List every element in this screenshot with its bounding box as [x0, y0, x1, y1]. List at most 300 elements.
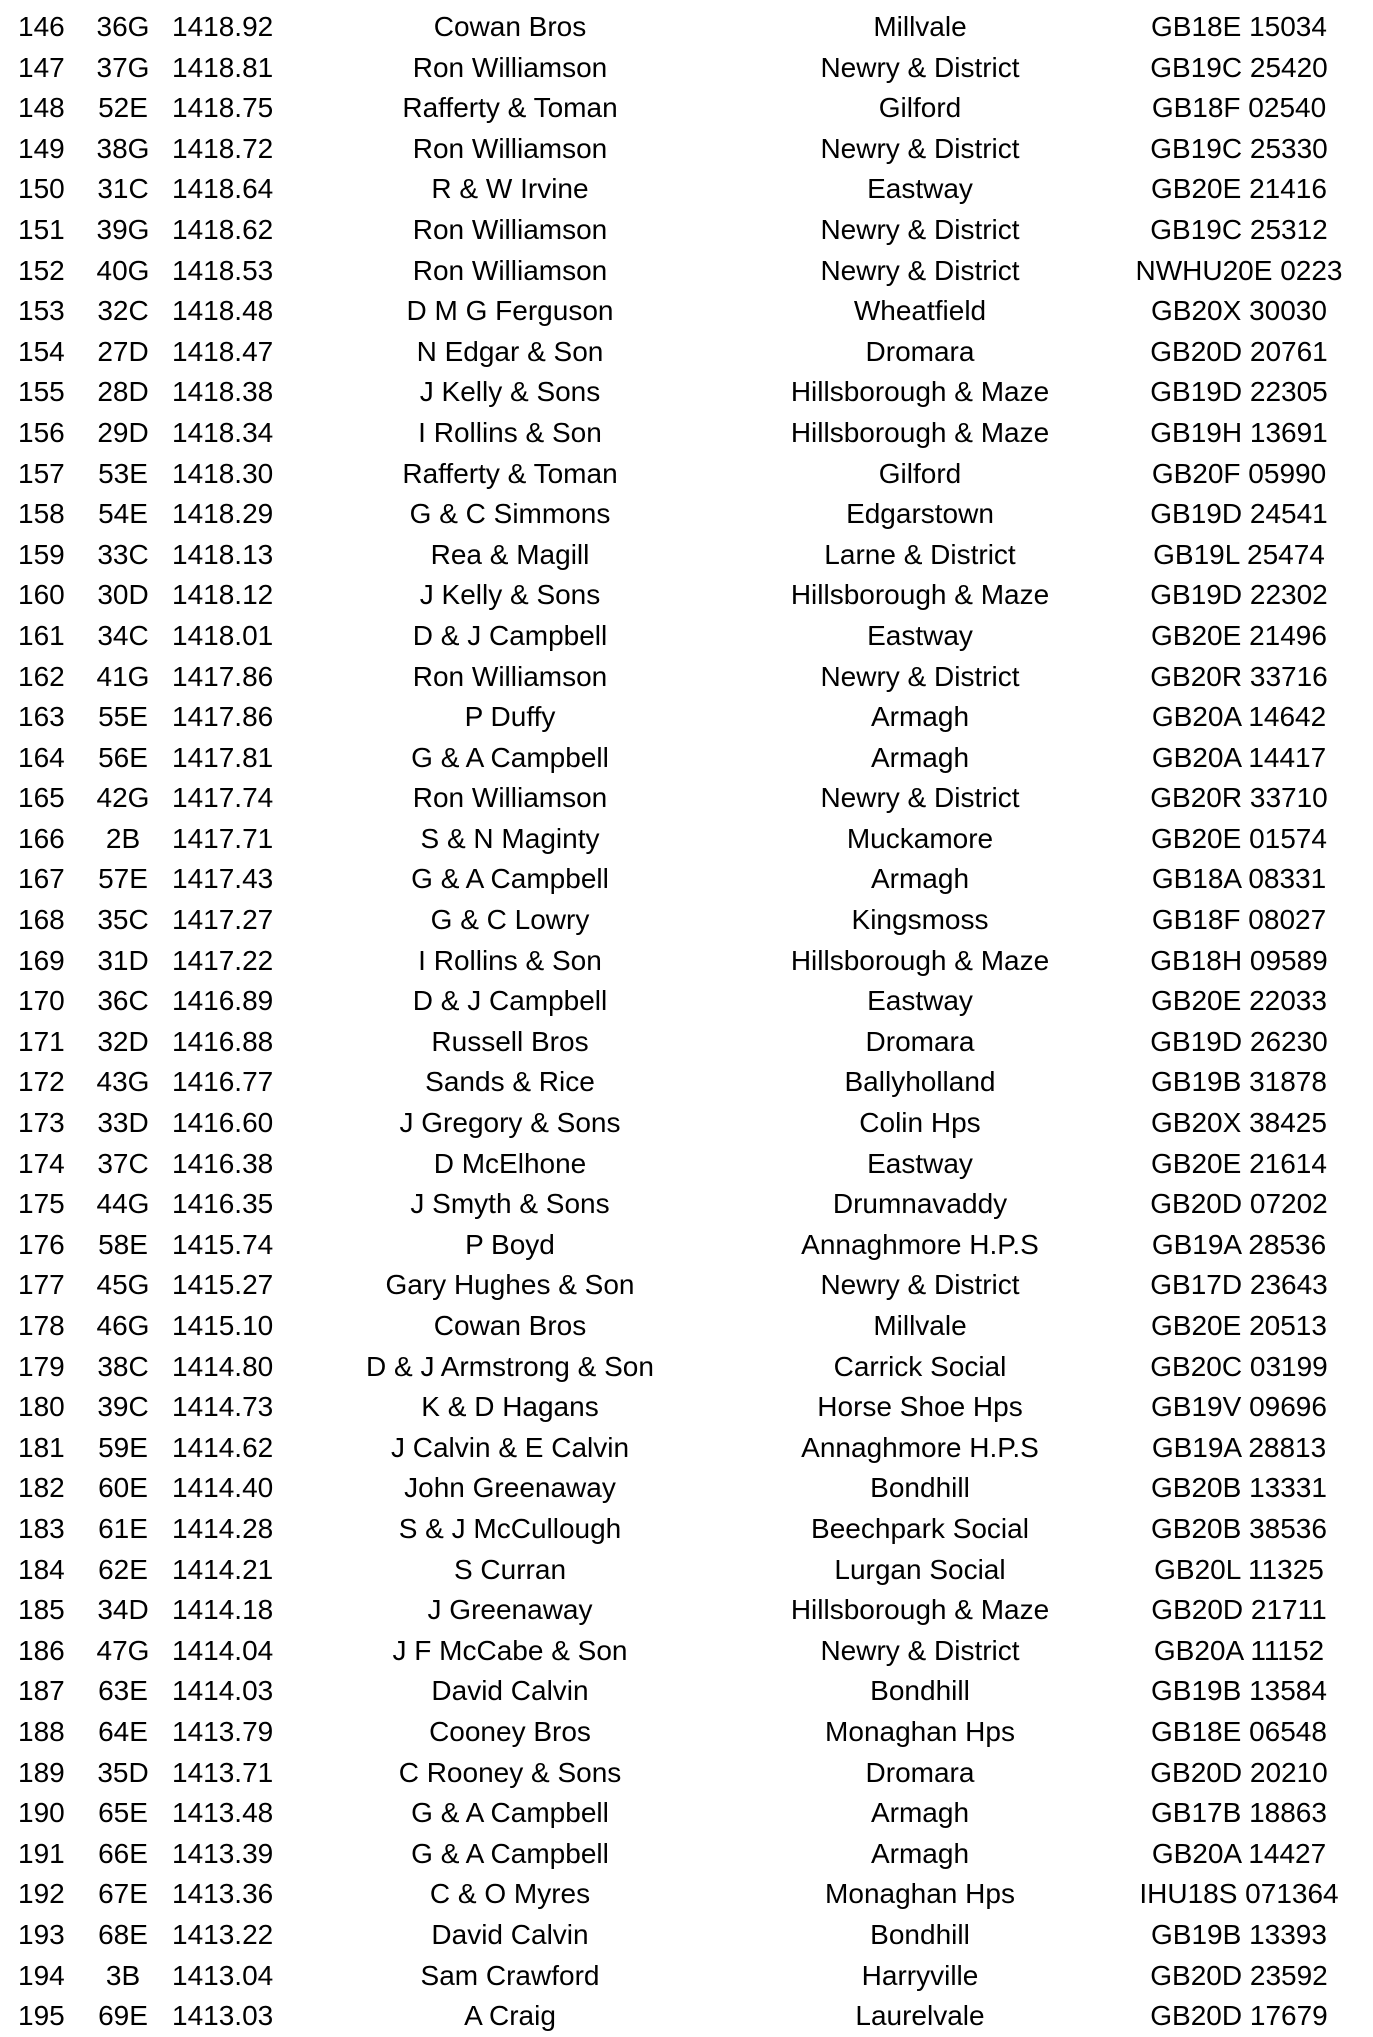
position-cell: 183 — [18, 1512, 65, 1544]
pen-cell: 55E — [98, 701, 148, 733]
fancier-name-cell: J Gregory & Sons — [399, 1107, 621, 1139]
ring-number-cell: GB20A 11152 — [1153, 1634, 1325, 1666]
pen-cell: 57E — [98, 863, 148, 895]
pen-cell: 59E — [98, 1431, 148, 1463]
velocity-cell: 1418.47 — [172, 335, 274, 367]
fancier-name-cell: S Curran — [453, 1553, 567, 1585]
table-row — [0, 1753, 1373, 1794]
fancier-name-cell: D M G Ferguson — [406, 295, 614, 327]
velocity-cell: 1414.03 — [172, 1675, 274, 1707]
table-row — [0, 941, 1373, 982]
table-row — [0, 697, 1373, 738]
fancier-name-cell: I Rollins & Son — [418, 944, 602, 976]
velocity-cell: 1415.74 — [172, 1228, 274, 1260]
club-cell: Dromara — [865, 1025, 975, 1057]
ring-number-cell: GB19B 13393 — [1151, 1918, 1327, 1950]
club-cell: Armagh — [870, 701, 970, 733]
table-row — [0, 88, 1373, 129]
table-row — [0, 1631, 1373, 1672]
table-row — [0, 1793, 1373, 1834]
ring-number-cell: GB20R 33716 — [1150, 660, 1328, 692]
pen-cell: 58E — [98, 1228, 148, 1260]
position-cell: 155 — [18, 376, 65, 408]
pen-cell: 63E — [98, 1675, 148, 1707]
pen-cell: 31D — [97, 944, 149, 976]
position-cell: 165 — [18, 782, 65, 814]
club-cell: Wheatfield — [853, 295, 987, 327]
position-cell: 163 — [18, 701, 65, 733]
position-cell: 173 — [18, 1107, 65, 1139]
fancier-name-cell: D & J Armstrong & Son — [366, 1350, 654, 1382]
fancier-name-cell: S & N Maginty — [420, 822, 600, 854]
pen-cell: 61E — [98, 1512, 148, 1544]
table-row — [0, 981, 1373, 1022]
ring-number-cell: GB20E 21416 — [1151, 173, 1327, 205]
table-row — [0, 1387, 1373, 1428]
club-cell: Armagh — [870, 863, 970, 895]
club-cell: Newry & District — [820, 782, 1020, 814]
ring-number-cell: GB20X 38425 — [1151, 1107, 1327, 1139]
fancier-name-cell: D McElhone — [433, 1147, 587, 1179]
pen-cell: 37C — [97, 1147, 149, 1179]
fancier-name-cell: C & O Myres — [429, 1878, 591, 1910]
pen-cell: 38G — [96, 132, 150, 164]
ring-number-cell: GB18F 02540 — [1151, 92, 1327, 124]
position-cell: 152 — [18, 254, 65, 286]
table-row — [0, 859, 1373, 900]
fancier-name-cell: David Calvin — [431, 1918, 589, 1950]
position-cell: 168 — [18, 904, 65, 936]
ring-number-cell: GB19H 13691 — [1150, 416, 1328, 448]
velocity-cell: 1418.01 — [172, 619, 274, 651]
fancier-name-cell: I Rollins & Son — [418, 416, 602, 448]
fancier-name-cell: David Calvin — [431, 1675, 589, 1707]
position-cell: 151 — [18, 213, 65, 245]
position-cell: 192 — [18, 1878, 65, 1910]
ring-number-cell: GB19D 22305 — [1150, 376, 1328, 408]
fancier-name-cell: J Kelly & Sons — [419, 376, 601, 408]
position-cell: 177 — [18, 1269, 65, 1301]
velocity-cell: 1414.80 — [172, 1350, 274, 1382]
velocity-cell: 1413.79 — [172, 1715, 274, 1747]
table-row — [0, 1225, 1373, 1266]
position-cell: 160 — [18, 579, 65, 611]
position-cell: 170 — [18, 985, 65, 1017]
fancier-name-cell: J Greenaway — [427, 1594, 593, 1626]
fancier-name-cell: D & J Campbell — [412, 619, 608, 651]
ring-number-cell: GB18A 08331 — [1151, 863, 1327, 895]
velocity-cell: 1416.38 — [172, 1147, 274, 1179]
ring-number-cell: GB20B 13331 — [1151, 1472, 1327, 1504]
ring-number-cell: GB20E 21614 — [1151, 1147, 1327, 1179]
pen-cell: 40G — [96, 254, 150, 286]
velocity-cell: 1417.27 — [172, 904, 274, 936]
pen-cell: 32D — [97, 1025, 149, 1057]
velocity-cell: 1414.21 — [172, 1553, 274, 1585]
table-row — [0, 413, 1373, 454]
position-cell: 182 — [18, 1472, 65, 1504]
velocity-cell: 1418.30 — [172, 457, 274, 489]
position-cell: 191 — [18, 1837, 65, 1869]
position-cell: 193 — [18, 1918, 65, 1950]
position-cell: 146 — [18, 11, 65, 42]
ring-number-cell: GB19B 13584 — [1151, 1675, 1327, 1707]
position-cell: 194 — [18, 1959, 65, 1991]
club-cell: Monaghan Hps — [825, 1715, 1015, 1747]
ring-number-cell: GB20A 14427 — [1151, 1837, 1327, 1869]
club-cell: Ballyholland — [844, 1066, 996, 1098]
table-row — [0, 1996, 1373, 2037]
velocity-cell: 1418.92 — [172, 11, 274, 42]
velocity-cell: 1417.71 — [172, 822, 274, 854]
pen-cell: 2B — [105, 822, 141, 854]
position-cell: 153 — [18, 295, 65, 327]
velocity-cell: 1414.28 — [172, 1512, 274, 1544]
velocity-cell: 1414.73 — [172, 1391, 274, 1423]
club-cell: Newry & District — [820, 254, 1020, 286]
table-row — [0, 1874, 1373, 1915]
velocity-cell: 1417.86 — [172, 660, 274, 692]
pen-cell: 69E — [98, 2000, 148, 2032]
table-row — [0, 1428, 1373, 1469]
ring-number-cell: GB20A 14417 — [1151, 741, 1327, 773]
position-cell: 189 — [18, 1756, 65, 1788]
fancier-name-cell: G & C Lowry — [430, 904, 590, 936]
position-cell: 184 — [18, 1553, 65, 1585]
club-cell: Newry & District — [820, 213, 1020, 245]
club-cell: Hillsborough & Maze — [790, 944, 1050, 976]
position-cell: 171 — [18, 1025, 65, 1057]
club-cell: Harryville — [861, 1959, 979, 1991]
position-cell: 158 — [18, 498, 65, 530]
pen-cell: 47G — [96, 1634, 150, 1666]
pen-cell: 29D — [97, 416, 149, 448]
club-cell: Colin Hps — [859, 1107, 981, 1139]
table-row — [0, 657, 1373, 698]
club-cell: Annaghmore H.P.S — [801, 1431, 1039, 1463]
club-cell: Millvale — [873, 1310, 967, 1341]
pen-cell: 34D — [97, 1594, 149, 1626]
table-row — [0, 575, 1373, 616]
ring-number-cell: GB20F 05990 — [1151, 457, 1327, 489]
velocity-cell: 1418.81 — [172, 51, 274, 83]
fancier-name-cell: G & A Campbell — [411, 1837, 609, 1869]
fancier-name-cell: J Smyth & Sons — [410, 1188, 610, 1220]
pen-cell: 66E — [98, 1837, 148, 1869]
position-cell: 156 — [18, 416, 65, 448]
velocity-cell: 1416.60 — [172, 1107, 274, 1139]
velocity-cell: 1417.74 — [172, 782, 274, 814]
club-cell: Newry & District — [820, 132, 1020, 164]
club-cell: Laurelvale — [855, 2000, 985, 2032]
pen-cell: 28D — [97, 376, 149, 408]
velocity-cell: 1414.04 — [172, 1634, 274, 1666]
club-cell: Hillsborough & Maze — [790, 579, 1050, 611]
ring-number-cell: GB20D 17679 — [1150, 2000, 1328, 2032]
fancier-name-cell: Cooney Bros — [429, 1715, 591, 1747]
ring-number-cell: GB20C 03199 — [1150, 1350, 1328, 1382]
velocity-cell: 1418.64 — [172, 173, 274, 205]
fancier-name-cell: J Kelly & Sons — [419, 579, 601, 611]
club-cell: Millvale — [873, 11, 967, 42]
table-row — [0, 1184, 1373, 1225]
club-cell: Edgarstown — [846, 498, 994, 530]
ring-number-cell: GB19A 28813 — [1151, 1431, 1327, 1463]
fancier-name-cell: Sam Crawford — [420, 1959, 600, 1991]
club-cell: Drumnavaddy — [832, 1188, 1008, 1220]
table-row — [0, 1468, 1373, 1509]
club-cell: Hillsborough & Maze — [790, 376, 1050, 408]
table-row — [0, 291, 1373, 332]
pen-cell: 36C — [97, 985, 149, 1017]
pen-cell: 65E — [98, 1797, 148, 1829]
table-row — [0, 210, 1373, 251]
pen-cell: 56E — [98, 741, 148, 773]
fancier-name-cell: C Rooney & Sons — [398, 1756, 622, 1788]
ring-number-cell: GB19B 31878 — [1151, 1066, 1327, 1098]
position-cell: 169 — [18, 944, 65, 976]
velocity-cell: 1414.40 — [172, 1472, 274, 1504]
pen-cell: 42G — [96, 782, 150, 814]
table-row — [0, 1590, 1373, 1631]
pen-cell: 30D — [97, 579, 149, 611]
position-cell: 172 — [18, 1066, 65, 1098]
ring-number-cell: GB20E 20513 — [1151, 1310, 1327, 1341]
pen-cell: 45G — [96, 1269, 150, 1301]
position-cell: 178 — [18, 1310, 65, 1341]
ring-number-cell: GB19V 09696 — [1151, 1391, 1327, 1423]
club-cell: Beechpark Social — [811, 1512, 1029, 1544]
ring-number-cell: GB19D 26230 — [1150, 1025, 1328, 1057]
table-row — [0, 1509, 1373, 1550]
velocity-cell: 1413.04 — [172, 1959, 274, 1991]
table-row — [0, 1915, 1373, 1956]
table-row — [0, 169, 1373, 210]
fancier-name-cell: Ron Williamson — [412, 51, 608, 83]
ring-number-cell: GB20D 07202 — [1150, 1188, 1328, 1220]
velocity-cell: 1418.72 — [172, 132, 274, 164]
fancier-name-cell: A Craig — [464, 2000, 556, 2032]
ring-number-cell: GB17D 23643 — [1150, 1269, 1328, 1301]
pen-cell: 62E — [98, 1553, 148, 1585]
fancier-name-cell: Rea & Magill — [430, 538, 590, 570]
table-row — [0, 616, 1373, 657]
position-cell: 185 — [18, 1594, 65, 1626]
club-cell: Kingsmoss — [851, 904, 989, 936]
position-cell: 181 — [18, 1431, 65, 1463]
club-cell: Hillsborough & Maze — [790, 1594, 1050, 1626]
ring-number-cell: GB20D 20761 — [1150, 335, 1328, 367]
position-cell: 175 — [18, 1188, 65, 1220]
fancier-name-cell: Cowan Bros — [433, 11, 587, 42]
velocity-cell: 1416.88 — [172, 1025, 274, 1057]
pen-cell: 3B — [105, 1959, 141, 1991]
pen-cell: 41G — [96, 660, 150, 692]
velocity-cell: 1413.71 — [172, 1756, 274, 1788]
table-row — [0, 1144, 1373, 1185]
ring-number-cell: GB20E 01574 — [1151, 822, 1327, 854]
pen-cell: 68E — [98, 1918, 148, 1950]
pen-cell: 60E — [98, 1472, 148, 1504]
fancier-name-cell: R & W Irvine — [431, 173, 589, 205]
fancier-name-cell: P Duffy — [464, 701, 556, 733]
ring-number-cell: GB20D 23592 — [1150, 1959, 1328, 1991]
velocity-cell: 1415.27 — [172, 1269, 274, 1301]
ring-number-cell: GB19C 25312 — [1150, 213, 1328, 245]
ring-number-cell: NWHU20E 0223 — [1135, 254, 1343, 286]
ring-number-cell: GB17B 18863 — [1151, 1797, 1327, 1829]
club-cell: Eastway — [867, 1147, 973, 1179]
velocity-cell: 1416.35 — [172, 1188, 274, 1220]
velocity-cell: 1417.86 — [172, 701, 274, 733]
velocity-cell: 1418.53 — [172, 254, 274, 286]
position-cell: 147 — [18, 51, 65, 83]
club-cell: Hillsborough & Maze — [790, 416, 1050, 448]
pen-cell: 32C — [97, 295, 149, 327]
table-row — [0, 372, 1373, 413]
table-row — [0, 1347, 1373, 1388]
ring-number-cell: GB20R 33710 — [1150, 782, 1328, 814]
club-cell: Dromara — [865, 335, 975, 367]
club-cell: Newry & District — [820, 1269, 1020, 1301]
pen-cell: 67E — [98, 1878, 148, 1910]
pen-cell: 52E — [98, 92, 148, 124]
position-cell: 149 — [18, 132, 65, 164]
table-row — [0, 535, 1373, 576]
table-row — [0, 7, 1373, 48]
ring-number-cell: GB18F 08027 — [1151, 904, 1327, 936]
velocity-cell: 1418.12 — [172, 579, 274, 611]
ring-number-cell: GB19C 25330 — [1150, 132, 1328, 164]
velocity-cell: 1417.81 — [172, 741, 274, 773]
velocity-cell: 1413.39 — [172, 1837, 274, 1869]
club-cell: Eastway — [867, 173, 973, 205]
fancier-name-cell: Sands & Rice — [425, 1066, 595, 1098]
pen-cell: 53E — [98, 457, 148, 489]
table-row — [0, 1956, 1373, 1997]
club-cell: Armagh — [870, 1797, 970, 1829]
fancier-name-cell: D & J Campbell — [412, 985, 608, 1017]
table-row — [0, 1550, 1373, 1591]
fancier-name-cell: K & D Hagans — [421, 1391, 599, 1423]
velocity-cell: 1413.03 — [172, 2000, 274, 2032]
velocity-cell: 1418.34 — [172, 416, 274, 448]
table-row — [0, 1306, 1373, 1347]
table-row — [0, 129, 1373, 170]
ring-number-cell: GB20E 22033 — [1151, 985, 1327, 1017]
ring-number-cell: GB18E 06548 — [1151, 1715, 1327, 1747]
pen-cell: 39G — [96, 213, 150, 245]
position-cell: 162 — [18, 660, 65, 692]
velocity-cell: 1416.89 — [172, 985, 274, 1017]
table-row — [0, 1103, 1373, 1144]
club-cell: Gilford — [878, 457, 962, 489]
velocity-cell: 1417.22 — [172, 944, 274, 976]
fancier-name-cell: G & A Campbell — [411, 863, 609, 895]
fancier-name-cell: N Edgar & Son — [416, 335, 604, 367]
club-cell: Newry & District — [820, 1634, 1020, 1666]
fancier-name-cell: P Boyd — [465, 1228, 555, 1260]
ring-number-cell: GB18E 15034 — [1151, 11, 1327, 42]
club-cell: Bondhill — [870, 1675, 970, 1707]
position-cell: 166 — [18, 822, 65, 854]
table-row — [0, 1265, 1373, 1306]
velocity-cell: 1417.43 — [172, 863, 274, 895]
pen-cell: 44G — [96, 1188, 150, 1220]
club-cell: Eastway — [867, 985, 973, 1017]
club-cell: Dromara — [865, 1756, 975, 1788]
table-row — [0, 1834, 1373, 1875]
position-cell: 161 — [18, 619, 65, 651]
position-cell: 150 — [18, 173, 65, 205]
club-cell: Bondhill — [870, 1918, 970, 1950]
ring-number-cell: GB19A 28536 — [1151, 1228, 1327, 1260]
fancier-name-cell: Rafferty & Toman — [402, 92, 618, 124]
position-cell: 157 — [18, 457, 65, 489]
velocity-cell: 1418.29 — [172, 498, 274, 530]
table-row — [0, 332, 1373, 373]
fancier-name-cell: Russell Bros — [431, 1025, 589, 1057]
club-cell: Bondhill — [870, 1472, 970, 1504]
fancier-name-cell: G & A Campbell — [411, 741, 609, 773]
position-cell: 190 — [18, 1797, 65, 1829]
fancier-name-cell: G & A Campbell — [411, 1797, 609, 1829]
ring-number-cell: GB19C 25420 — [1150, 51, 1328, 83]
fancier-name-cell: G & C Simmons — [409, 498, 611, 530]
fancier-name-cell: Ron Williamson — [412, 660, 608, 692]
velocity-cell: 1418.48 — [172, 295, 274, 327]
velocity-cell: 1418.38 — [172, 376, 274, 408]
velocity-cell: 1414.18 — [172, 1594, 274, 1626]
table-row — [0, 819, 1373, 860]
table-row — [0, 738, 1373, 779]
club-cell: Carrick Social — [833, 1350, 1007, 1382]
ring-number-cell: GB20D 20210 — [1150, 1756, 1328, 1788]
velocity-cell: 1413.22 — [172, 1918, 274, 1950]
position-cell: 167 — [18, 863, 65, 895]
velocity-cell: 1415.10 — [172, 1310, 274, 1341]
pen-cell: 33C — [97, 538, 149, 570]
club-cell: Eastway — [867, 619, 973, 651]
fancier-name-cell: Cowan Bros — [433, 1310, 587, 1341]
velocity-cell: 1413.48 — [172, 1797, 274, 1829]
pen-cell: 54E — [98, 498, 148, 530]
table-row — [0, 251, 1373, 292]
fancier-name-cell: Rafferty & Toman — [402, 457, 618, 489]
pen-cell: 33D — [97, 1107, 149, 1139]
table-row — [0, 454, 1373, 495]
table-row — [0, 494, 1373, 535]
ring-number-cell: GB19D 24541 — [1150, 498, 1328, 530]
fancier-name-cell: Ron Williamson — [412, 782, 608, 814]
ring-number-cell: GB20A 14642 — [1151, 701, 1327, 733]
ring-number-cell: GB20L 11325 — [1154, 1553, 1324, 1585]
pen-cell: 31C — [97, 173, 149, 205]
club-cell: Horse Shoe Hps — [817, 1391, 1023, 1423]
club-cell: Armagh — [870, 741, 970, 773]
table-row — [0, 1712, 1373, 1753]
position-cell: 179 — [18, 1350, 65, 1382]
position-cell: 186 — [18, 1634, 65, 1666]
ring-number-cell: GB20D 21711 — [1151, 1594, 1327, 1626]
pen-cell: 46G — [96, 1310, 150, 1341]
position-cell: 188 — [18, 1715, 65, 1747]
ring-number-cell: GB20B 38536 — [1151, 1512, 1327, 1544]
ring-number-cell: GB20E 21496 — [1151, 619, 1327, 651]
pen-cell: 27D — [97, 335, 149, 367]
ring-number-cell: GB18H 09589 — [1150, 944, 1328, 976]
table-row — [0, 48, 1373, 89]
